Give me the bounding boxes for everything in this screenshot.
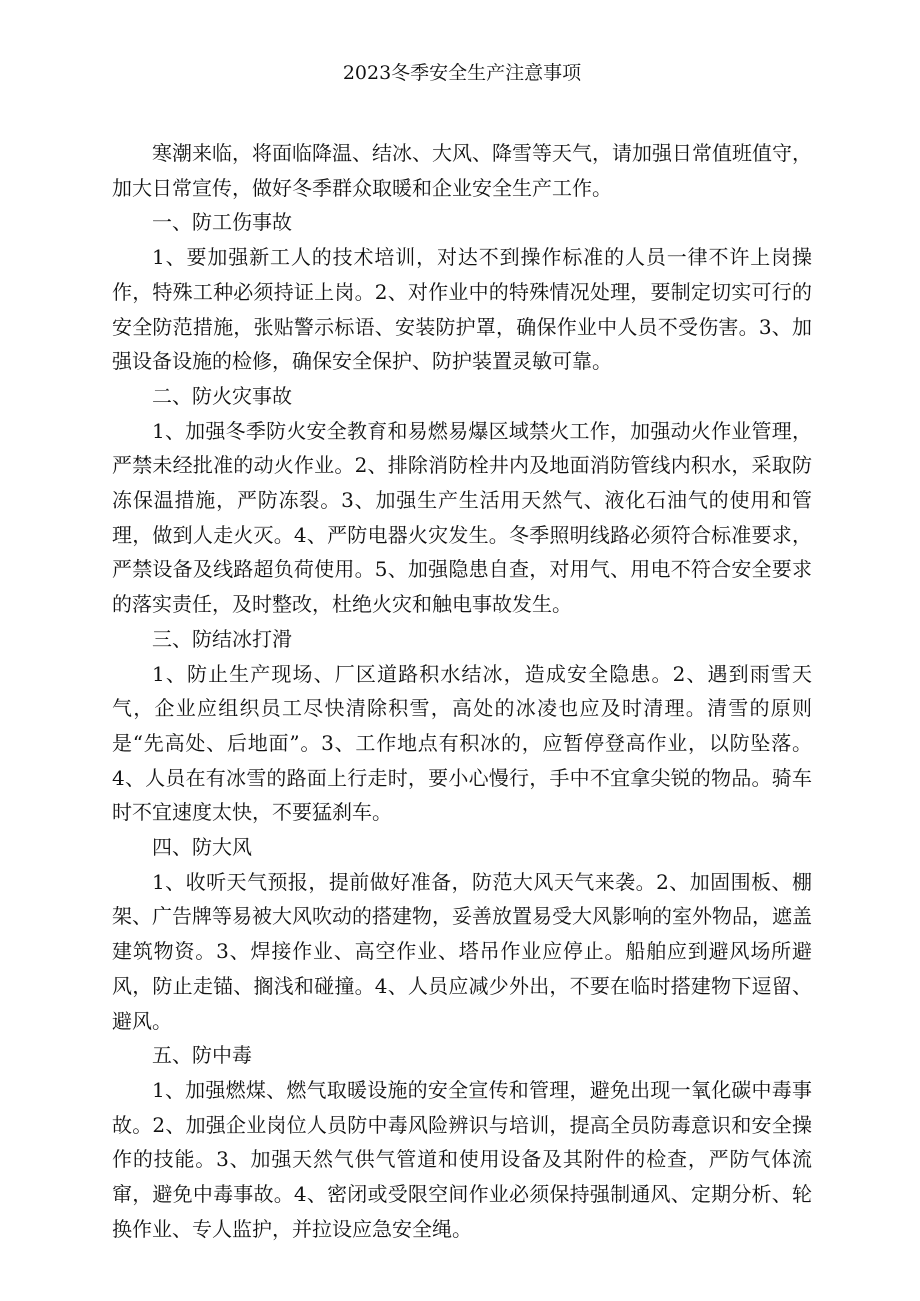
section-body-work-injury: 1、要加强新工人的技术培训，对达不到操作标准的人员一律不许上岗操作，特殊工种必须持证上岗。2、对作业中的特殊情况处理，要制定切实可行的安全防范措施，张贴警示标语、安装防护罩，确保作业中人员不受伤害。3、加强设备设施的检修，确保安全保护、防护装置灵敏可靠。 <box>112 245 812 374</box>
section-heading-poisoning: 五、防中毒 <box>152 1043 252 1068</box>
document-page <box>112 60 812 1247</box>
document-title: 2023冬季安全生产注意事项 <box>342 62 582 84</box>
section-body-ice-slip: 1、防止生产现场、厂区道路积水结冰，造成安全隐患。2、遇到雨雪天气，企业应组织员工尽快清除积雪，高处的冰凌也应及时清理。清雪的原则是“先高处、后地面”。3、工作地点有积冰的，应暂停登高作业，以防坠落。4、人员在有冰雪的路面上行走时，要小心慢行，手中不宜拿尖锐的物品。骑车时不宜速度太快，不要猛刹车。 <box>112 661 812 825</box>
section-heading-fire: 二、防火灾事故 <box>152 383 292 408</box>
intro-paragraph: 寒潮来临，将面临降温、结冰、大风、降雪等天气，请加强日常值班值守，加大日常宣传，做好冬季群众取暖和企业安全生产工作。 <box>112 141 812 200</box>
section-heading-work-injury: 一、防工伤事故 <box>152 210 292 235</box>
section-heading-wind: 四、防大风 <box>152 835 252 860</box>
section-body-poisoning: 1、加强燃煤、燃气取暖设施的安全宣传和管理，避免出现一氧化碳中毒事故。2、加强企业岗位人员防中毒风险辨识与培训，提高全员防毒意识和安全操作的技能。3、加强天然气供气管道和使用设备及其附件的检查，严防气体流窜，避免中毒事故。4、密闭或受限空间作业必须保持强制通风、定期分析、轮换作业、专人监护，并拉设应急安全绳。 <box>112 1077 812 1241</box>
section-heading-ice-slip: 三、防结冰打滑 <box>152 626 292 651</box>
section-body-wind: 1、收听天气预报，提前做好准备，防范大风天气来袭。2、加固围板、棚架、广告牌等易被大风吹动的搭建物，妥善放置易受大风影响的室外物品，遮盖建筑物资。3、焊接作业、高空作业、塔吊作业应停止。船舶应到避风场所避风，防止走锚、搁浅和碰撞。4、人员应减少外出，不要在临时搭建物下逗留、避风。 <box>112 869 812 1033</box>
section-body-fire: 1、加强冬季防火安全教育和易燃易爆区域禁火工作，加强动火作业管理，严禁未经批准的动火作业。2、排除消防栓井内及地面消防管线内积水，采取防冻保温措施，严防冻裂。3、加强生产生活用天然气、液化石油气的使用和管理，做到人走火灭。4、严防电器火灾发生。冬季照明线路必须符合标准要求，严禁设备及线路超负荷使用。5、加强隐患自查，对用气、用电不符合安全要求的落实责任，及时整改，杜绝火灾和触电事故发生。 <box>112 418 812 617</box>
